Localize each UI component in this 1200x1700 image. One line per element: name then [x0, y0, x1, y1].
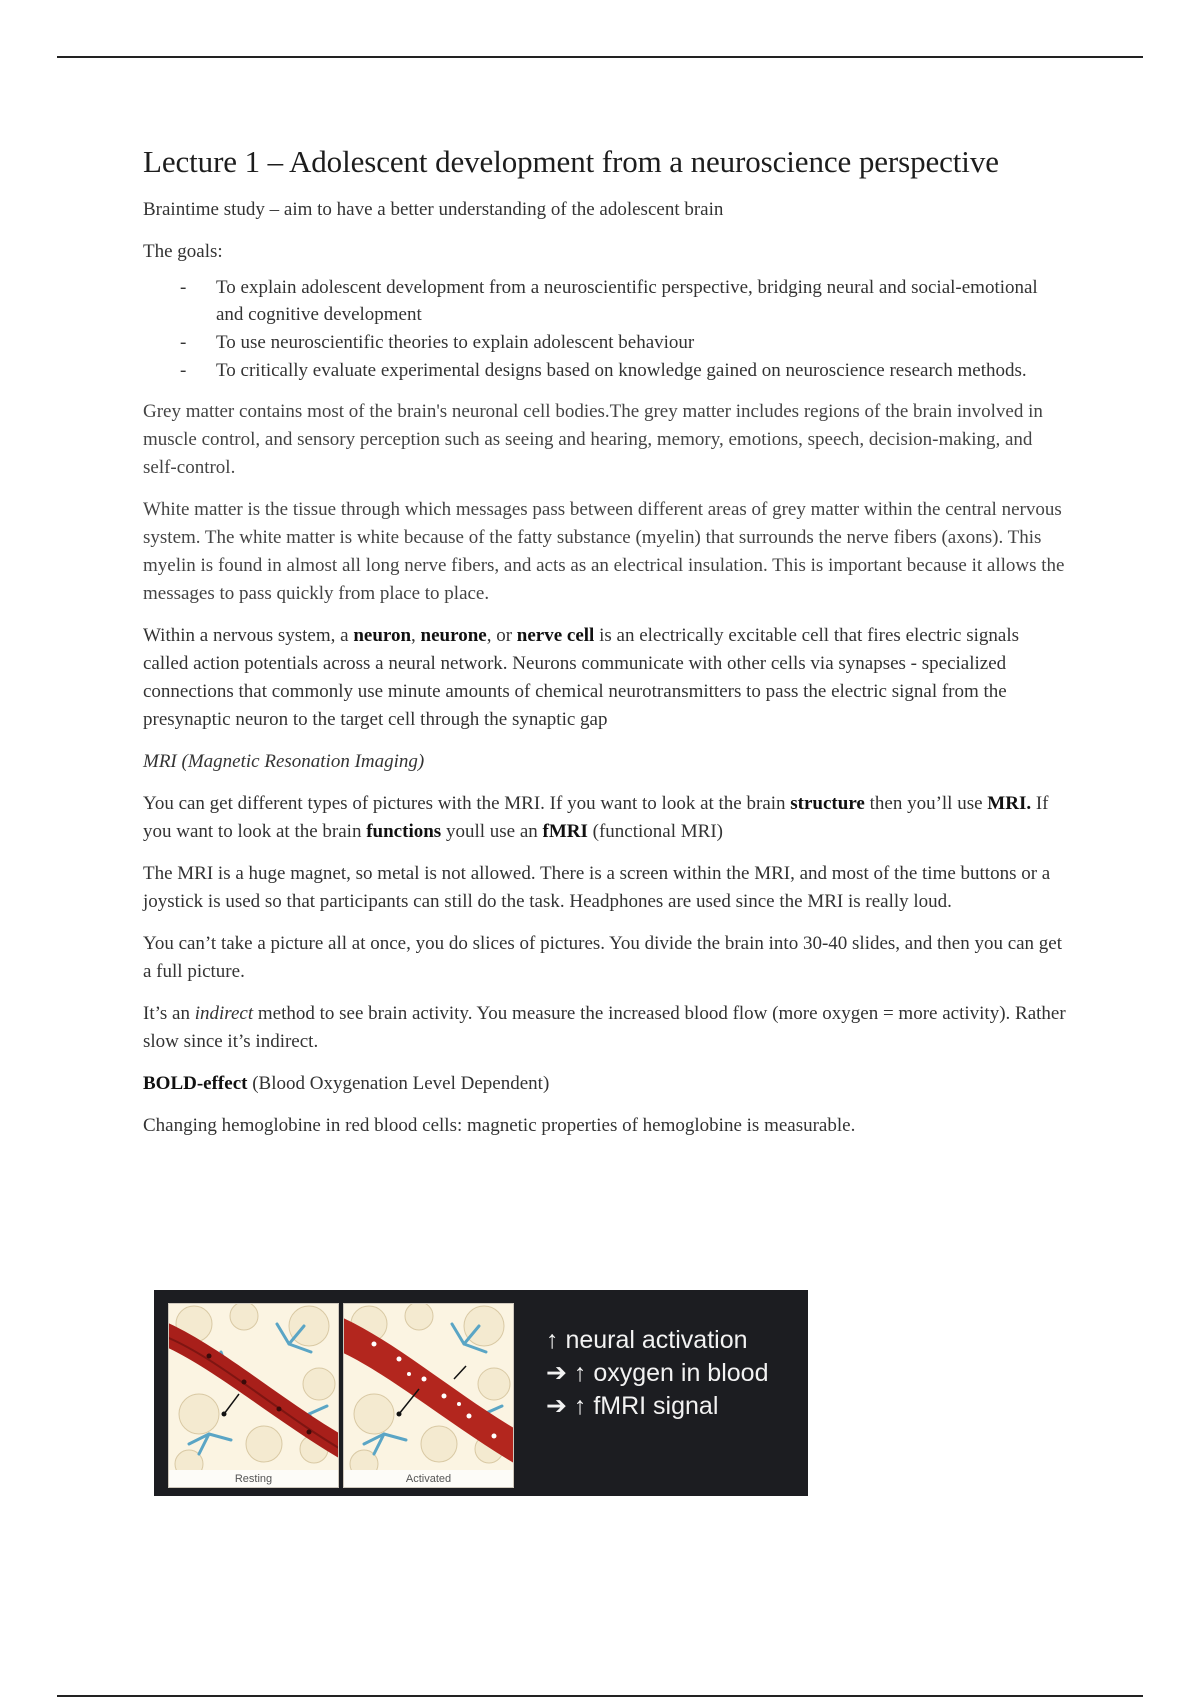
grey-matter-paragraph: Grey matter contains most of the brain's neuronal cell bodies.The grey matter includes regions of the brain involved in muscle control, and sensory perception such as seeing and hearing, memory, emotions, speech, decision-making, and self-control.: [143, 401, 1043, 478]
mri-slices-paragraph: You can’t take a picture all at once, you do slices of pictures. You divide the brain into 30-40 slides, and then you can get a full picture.: [143, 933, 1063, 982]
bold-effect-figure: [154, 1290, 808, 1496]
indirect-paragraph: It’s an indirect method to see brain activity. You measure the increased blood flow (more oxygen = more activity). Rather slow since it’s indirect.: [143, 1003, 1066, 1052]
neuron-paragraph: Within a nervous system, a neuron, neurone, or nerve cell is an electrically excitable cell that fires electric signals called action potentials across a neural network. Neurons communicate with other cells via synapses - specialized connections that commonly use minute amounts of chemical neurotransmitters to pass the electric signal from the presynaptic neuron to the target cell through the synaptic gap: [143, 625, 1020, 730]
mri-magnet-paragraph: The MRI is a huge magnet, so metal is not allowed. There is a screen within the MRI, and most of the time buttons or a joystick is used so that participants can still do the task. Headphones are used since the MRI is really loud.: [143, 863, 1051, 912]
fmri-signal-line: ➔ ↑ fMRI signal: [546, 1392, 719, 1420]
right-arrow-icon: ➔: [546, 1359, 567, 1387]
resting-label: Resting: [234, 1473, 273, 1485]
bullet-dash: -: [180, 332, 187, 353]
list-item: - To explain adolescent development from a neuroscientific perspective, bridging neural and social-emotional and cognitive development: [143, 274, 1068, 328]
bold-paragraph: BOLD-effect (Blood Oxygenation Level Dependent): [143, 1073, 550, 1094]
hemoglobine-paragraph: Changing hemoglobine in red blood cells: magnetic properties of hemoglobine is measurable.: [143, 1115, 856, 1136]
intro-paragraph: Braintime study – aim to have a better understanding of the adolescent brain: [143, 199, 724, 220]
activated-label: Activated: [405, 1473, 452, 1485]
list-item: - To use neuroscientific theories to explain adolescent behaviour: [143, 329, 1068, 356]
neural-activation-line: ↑ neural activation: [546, 1326, 748, 1354]
oxygen-line: ➔ ↑ oxygen in blood: [546, 1359, 769, 1387]
fmri-signal-caption: [546, 1324, 768, 1423]
bottom-rule: [57, 1695, 1143, 1697]
resting-panel: [168, 1303, 339, 1488]
activated-vessel-illustration: [344, 1304, 513, 1470]
resting-vessel-illustration: [169, 1304, 338, 1470]
mri-types-paragraph: You can get different types of pictures with the MRI. If you want to look at the brain structure then you’ll use MRI. If you want to look at the brain functions youll use an fMRI (functional MRI): [143, 793, 1049, 842]
document-body: [143, 142, 1068, 1154]
top-rule: [57, 56, 1143, 58]
list-item: - To critically evaluate experimental designs based on knowledge gained on neuroscience research methods.: [143, 357, 1068, 384]
white-matter-paragraph: White matter is the tissue through which messages pass between different areas of grey matter within the central nervous system. The white matter is white because of the fatty substance (myelin) that surrounds the nerve fibers (axons). This myelin is found in almost all long nerve fibers, and acts as an electrical insulation. This is important because it allows the messages to pass quickly from place to place.: [143, 499, 1065, 604]
lecture-title: Lecture 1 – Adolescent development from a neuroscience perspective: [143, 144, 999, 179]
right-arrow-icon: ➔: [546, 1392, 567, 1420]
mri-heading: MRI (Magnetic Resonation Imaging): [143, 751, 425, 772]
activated-panel: [343, 1303, 514, 1488]
goals-label: The goals:: [143, 241, 223, 262]
bullet-dash: -: [180, 277, 187, 298]
goals-list: [143, 274, 1068, 384]
bullet-dash: -: [180, 360, 187, 381]
